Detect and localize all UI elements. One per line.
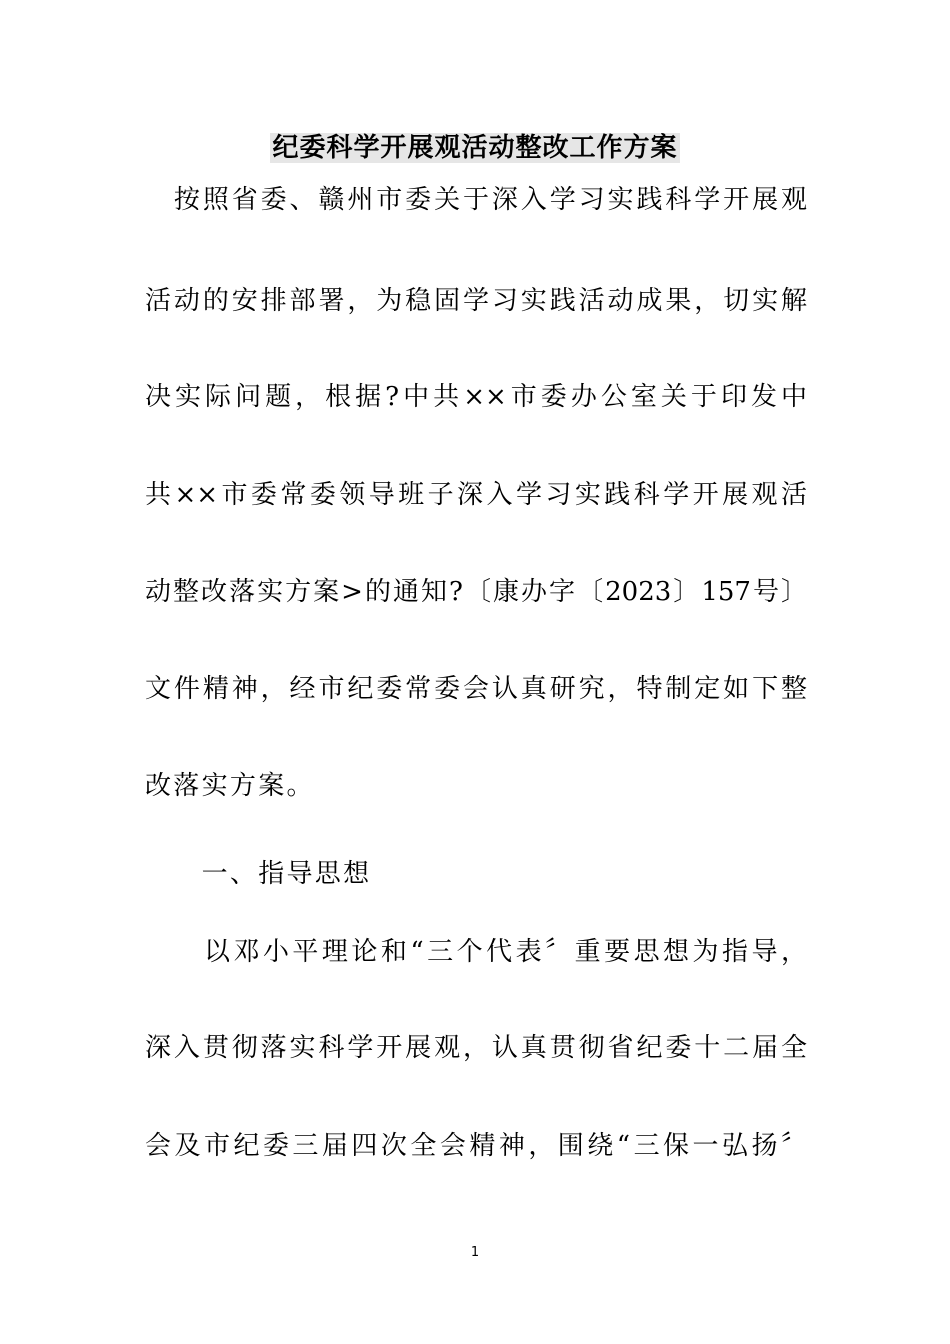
paragraph-line: 以邓小平理论和“三个代表〞重要思想为指导， xyxy=(145,937,807,967)
document-title xyxy=(0,128,950,168)
paragraph-line: 按照省委、赣州市委关于深入学习实践科学开展观 xyxy=(145,185,807,215)
paragraph-line: 深入贯彻落实科学开展观，认真贯彻省纪委十二届全 xyxy=(145,1033,807,1063)
paragraph-line: 共××市委常委领导班子深入学习实践科学开展观活 xyxy=(145,480,807,510)
paragraph-line: 决实际问题，根据?中共××市委办公室关于印发中 xyxy=(145,382,807,412)
paragraph-line: 动整改落实方案>的通知?〔康办字〔2023〕157号〕 xyxy=(145,577,807,607)
paragraph-line: 会及市纪委三届四次全会精神，围绕“三保一弘扬〞 xyxy=(145,1131,807,1161)
section-heading: 一、指导思想 xyxy=(145,859,372,889)
paragraph-line: 文件精神，经市纪委常委会认真研究，特制定如下整 xyxy=(145,674,807,704)
paragraph-line: 改落实方案。 xyxy=(145,771,315,801)
document-title-text: 纪委科学开展观活动整改工作方案 xyxy=(272,133,678,163)
page-number: 1 xyxy=(470,1245,480,1260)
paragraph-line: 活动的安排部署，为稳固学习实践活动成果，切实解 xyxy=(145,286,807,316)
